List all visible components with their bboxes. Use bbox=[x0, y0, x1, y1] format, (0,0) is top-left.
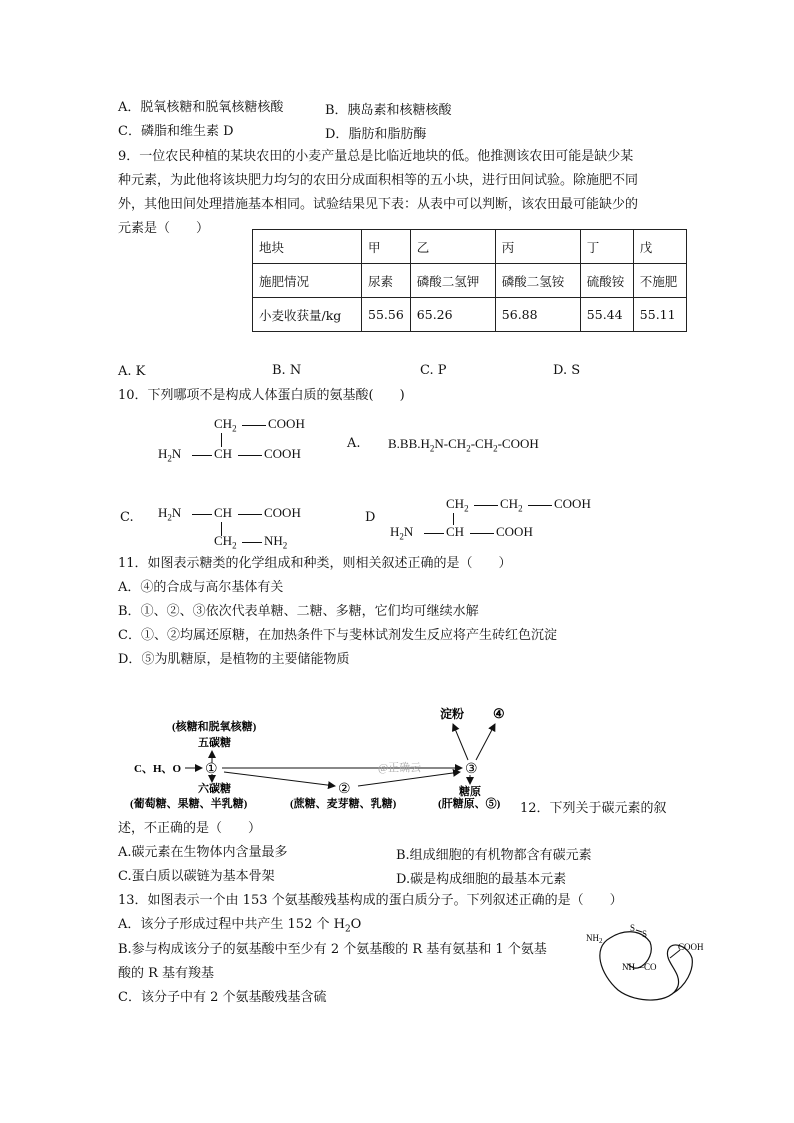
formula-text: CH bbox=[214, 416, 233, 431]
arrow-3-to-4 bbox=[476, 724, 495, 760]
table-row bbox=[253, 230, 687, 264]
bond-line bbox=[238, 455, 262, 456]
bond-line bbox=[470, 533, 494, 534]
q11-option-b bbox=[118, 603, 479, 621]
q10-label-d: D bbox=[365, 510, 376, 525]
q13-option-b-line2: 酸的 R 基有羧基 bbox=[118, 966, 215, 981]
q8-option-b: B．胰岛素和核糖核酸 bbox=[325, 103, 452, 118]
table-cell: 乙 bbox=[410, 230, 495, 264]
bond-line bbox=[242, 542, 262, 543]
table-cell: 施肥情况 bbox=[253, 264, 362, 298]
bond-line bbox=[192, 455, 212, 456]
glycogen-kinds: (肝糖原、⑤) bbox=[438, 798, 501, 810]
q9-option-c: C. P bbox=[420, 363, 447, 378]
formula-text: COOH bbox=[496, 524, 533, 539]
formula-text: -CH bbox=[470, 436, 494, 451]
separator: 、 bbox=[153, 604, 167, 619]
structure-d bbox=[390, 496, 620, 544]
formula-text: COOH bbox=[264, 446, 301, 461]
circled-number: ⑤ bbox=[141, 652, 155, 667]
table-cell: 丙 bbox=[495, 230, 580, 264]
formula-text: 2 bbox=[429, 443, 435, 454]
table-cell: 不施肥 bbox=[633, 264, 686, 298]
q9-stem-line2: 种元素，为此他将该块肥力均匀的农田分成面积相等的五小块，进行田间试验。除施肥不同 bbox=[118, 173, 639, 188]
option-prefix: A． bbox=[118, 580, 141, 595]
node-3: ③ bbox=[465, 762, 478, 777]
sulfur-label-2: S bbox=[642, 929, 648, 939]
circled-number: ③ bbox=[192, 604, 206, 619]
sulfur-label-1: S bbox=[630, 923, 636, 933]
q9-stem-line1: 9．一位农民种植的某块农田的小麦产量总是比临近地块的低。他推测该农田可能是缺少某 bbox=[118, 149, 634, 164]
arrow-1-to-2 bbox=[224, 772, 335, 786]
q13-option-b-line1: B.参与构成该分子的氨基酸中至少有 2 个氨基酸的 R 基有氨基和 1 个氨基 bbox=[118, 942, 547, 957]
formula-text: 2 bbox=[167, 512, 172, 523]
formula-text: H bbox=[158, 505, 168, 520]
structure-c bbox=[158, 505, 328, 553]
q11-option-a bbox=[118, 579, 283, 597]
q9-option-d: D. S bbox=[553, 363, 581, 378]
q10-option-b bbox=[388, 436, 539, 454]
q12-option-d: D.碳是构成细胞的最基本元素 bbox=[396, 872, 567, 887]
q12-stem-line2: 述，不正确的是（ ） bbox=[118, 821, 262, 836]
table-cell: 戊 bbox=[633, 230, 686, 264]
formula-text: 2 bbox=[232, 540, 237, 551]
hexose-kinds: (葡萄糖、果糖、半乳糖) bbox=[130, 798, 248, 810]
q8-option-d: D．脂肪和脂肪酶 bbox=[325, 127, 427, 142]
option-prefix: D． bbox=[118, 652, 142, 667]
formula-text: B.BB.H bbox=[388, 436, 430, 451]
option-text: O bbox=[350, 917, 362, 932]
arrow-2-to-3 bbox=[358, 772, 460, 786]
table-cell: 55.11 bbox=[633, 298, 686, 332]
formula-text: CH bbox=[214, 533, 233, 548]
disaccharide-kinds: (蔗糖、麦芽糖、乳糖) bbox=[290, 798, 397, 810]
bond-line bbox=[424, 533, 444, 534]
q11-option-c bbox=[118, 627, 557, 645]
formula-text: 2 bbox=[493, 443, 498, 454]
q11-option-d bbox=[118, 651, 349, 669]
option-text: 的合成与高尔基体有关 bbox=[153, 580, 284, 595]
formula-text: CH bbox=[500, 496, 519, 511]
bond-line bbox=[528, 505, 552, 506]
formula-text: N-CH bbox=[434, 436, 467, 451]
circled-number: ① bbox=[140, 628, 154, 643]
table-cell: 丁 bbox=[580, 230, 633, 264]
formula-text: -COOH bbox=[497, 436, 539, 451]
hexose-label: 六碳糖 bbox=[198, 783, 231, 795]
q11-stem: 11．如图表示糖类的化学组成和种类，则相关叙述正确的是（ ） bbox=[118, 556, 512, 571]
circled-number: ② bbox=[166, 628, 180, 643]
q9-stem-line4: 元素是（ ） bbox=[118, 221, 210, 236]
formula-text: 2 bbox=[282, 540, 288, 551]
formula-text: 2 bbox=[232, 423, 237, 434]
bond-line bbox=[474, 505, 498, 506]
protein-figure bbox=[582, 912, 712, 1010]
q12-stem-line1: 12．下列关于碳元素的叙 bbox=[520, 801, 667, 816]
formula-text: COOH bbox=[268, 416, 305, 431]
q9-stem-line3: 外，其他田间处理措施基本相同。试验结果见下表：从表中可以判断，该农田最可能缺少的 bbox=[118, 197, 639, 212]
pentose-label: 五碳糖 bbox=[198, 737, 231, 749]
formula-text: 2 bbox=[399, 531, 404, 542]
peptide-bond-label: NH—CO bbox=[622, 962, 657, 972]
formula-text: 2 bbox=[344, 924, 351, 935]
q12-option-c: C.蛋白质以碳链为基本骨架 bbox=[118, 869, 275, 884]
circled-number: ② bbox=[166, 604, 180, 619]
q10-stem: 10．下列哪项不是构成人体蛋白质的氨基酸( ) bbox=[118, 388, 405, 403]
option-text: 为肌糖原，是植物的主要储能物质 bbox=[154, 652, 350, 667]
q8-option-a: A．脱氧核糖和脱氧核糖核酸 bbox=[118, 100, 284, 115]
formula-text: CH bbox=[214, 446, 233, 461]
node-2: ② bbox=[338, 782, 351, 797]
q13-option-c: C．该分子中有 2 个氨基酸残基含硫 bbox=[118, 990, 327, 1005]
formula-text: 2 bbox=[466, 443, 471, 454]
table-cell: 磷酸二氢铵 bbox=[495, 264, 580, 298]
q13-stem: 13．如图表示一个由 153 个氨基酸残基构成的蛋白质分子。下列叙述正确的是（ ） bbox=[118, 893, 623, 908]
circled-number: ④ bbox=[140, 580, 154, 595]
starch-label: 淀粉 bbox=[440, 707, 465, 721]
table-cell: 硫酸铵 bbox=[580, 264, 633, 298]
carbohydrate-diagram bbox=[130, 700, 520, 812]
formula-text: CH bbox=[214, 505, 233, 520]
node-1: ① bbox=[205, 762, 218, 777]
table-cell: 55.44 bbox=[580, 298, 633, 332]
table-cell: 56.88 bbox=[495, 298, 580, 332]
bond-line bbox=[238, 514, 262, 515]
q10-label-a: A. bbox=[347, 436, 361, 451]
cho-label: C、H、O bbox=[134, 763, 182, 775]
separator: 、 bbox=[153, 628, 167, 643]
bond-line bbox=[192, 514, 212, 515]
table-cell: 55.56 bbox=[362, 298, 411, 332]
formula-text: NH bbox=[264, 533, 283, 548]
option-prefix: B． bbox=[118, 604, 141, 619]
q9-option-a: A. K bbox=[118, 364, 146, 379]
q10-label-c: C. bbox=[120, 510, 134, 525]
structure-a bbox=[158, 416, 328, 468]
carboxyl-group-label: COOH bbox=[678, 942, 704, 952]
formula-text: N bbox=[403, 524, 414, 539]
table-cell: 磷酸二氢钾 bbox=[410, 264, 495, 298]
watermark: @正确云 bbox=[378, 762, 422, 774]
amino-group-label: $NH_2$ bbox=[586, 933, 603, 945]
q9-option-b: B. N bbox=[272, 363, 302, 378]
separator: 、 bbox=[179, 604, 193, 619]
yield-table bbox=[252, 229, 687, 332]
formula-text: CH bbox=[446, 524, 465, 539]
formula-text: H bbox=[158, 446, 168, 461]
option-text: 依次代表单糖、二糖、多糖，它们均可继续水解 bbox=[205, 604, 479, 619]
q13-option-a bbox=[118, 916, 361, 939]
table-cell: 小麦收获量/kg bbox=[253, 298, 362, 332]
q12-option-b: B.组成细胞的有机物都含有碳元素 bbox=[396, 848, 592, 863]
table-row bbox=[253, 298, 687, 332]
formula-text: N bbox=[171, 505, 182, 520]
table-cell: 地块 bbox=[253, 230, 362, 264]
formula-text: 2 bbox=[518, 503, 523, 514]
option-text: 均属还原糖，在加热条件下与斐林试剂发生反应将产生砖红色沉淀 bbox=[180, 628, 558, 643]
formula-text: COOH bbox=[264, 505, 301, 520]
arrow-3-to-starch bbox=[453, 724, 468, 760]
circled-number: ① bbox=[140, 604, 154, 619]
glycogen-label: 糖原 bbox=[459, 786, 481, 798]
q12-option-a: A.碳元素在生物体内含量最多 bbox=[118, 845, 288, 860]
ribose-label: (核糖和脱氧核糖) bbox=[172, 721, 257, 733]
table-cell: 甲 bbox=[362, 230, 411, 264]
formula-text: CH bbox=[446, 496, 465, 511]
formula-text: H bbox=[390, 524, 400, 539]
bond-line bbox=[242, 425, 266, 426]
node-4: ④ bbox=[493, 706, 505, 721]
formula-text: COOH bbox=[554, 496, 591, 511]
formula-text: 2 bbox=[167, 453, 172, 464]
table-cell: 尿素 bbox=[362, 264, 411, 298]
formula-text: N bbox=[171, 446, 182, 461]
table-cell: 65.26 bbox=[410, 298, 495, 332]
table-row bbox=[253, 264, 687, 298]
bond-line bbox=[221, 433, 222, 447]
option-prefix: C． bbox=[118, 628, 141, 643]
formula-text: 2 bbox=[464, 503, 469, 514]
q8-option-c: C．磷脂和维生素 D bbox=[118, 124, 234, 139]
option-text: A．该分子形成过程中共产生 152 个 H bbox=[118, 917, 345, 932]
